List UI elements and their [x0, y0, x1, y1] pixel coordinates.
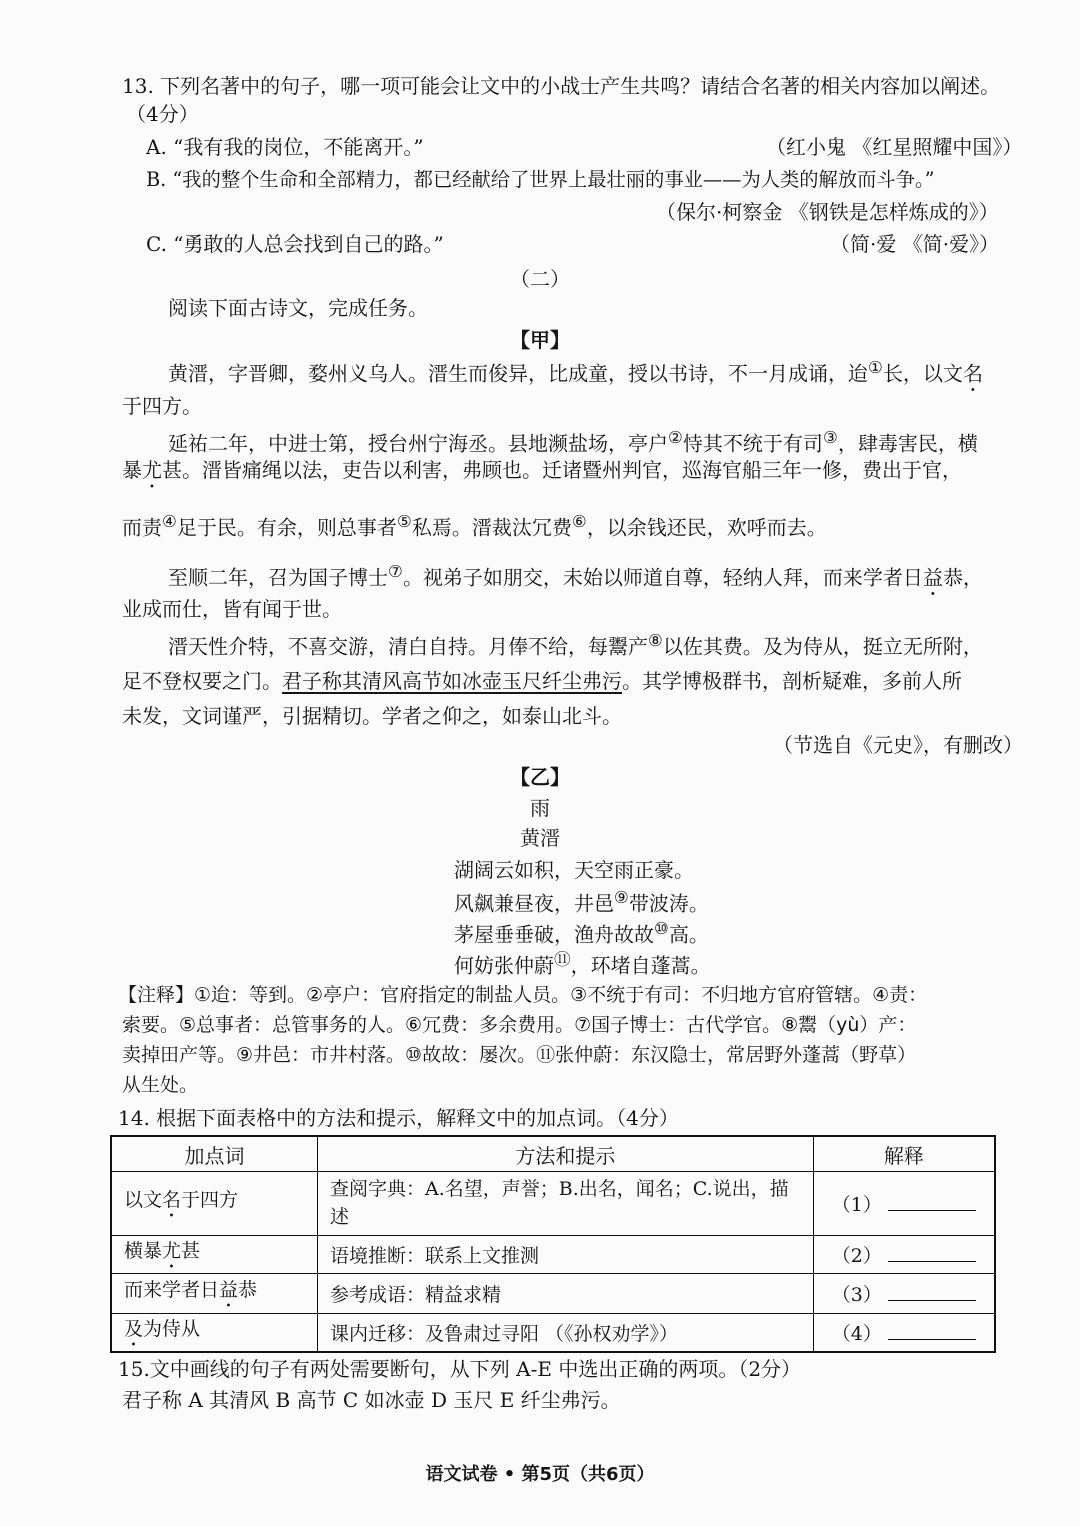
section-instruction: 阅读下面古诗文，完成任务。 [168, 296, 428, 320]
q13-option-b: B. “我的整个生命和全部精力，都已经献给了世界上最壮丽的事业——为人类的解放而斗争。” [146, 168, 935, 191]
answer-blank-4[interactable]: （4） [813, 1314, 995, 1353]
q13-option-b-source: （保尔·柯察金 《钢铁是怎样炼成的》） [656, 200, 999, 224]
dotted-word: 益 [219, 1279, 239, 1301]
dotted-word: 益 [922, 565, 943, 590]
row-hint: 参考成语：精益求精 [318, 1274, 814, 1314]
poem-author: 黄溍 [520, 826, 560, 850]
table-header-row [111, 1136, 995, 1172]
row-word: 横暴尤甚 [111, 1236, 318, 1274]
jia-p3-line2: 业成而仕，皆有闻于世。 [122, 597, 342, 621]
passage-jia-label: 【甲】 [510, 328, 570, 352]
jia-p2-line2: 暴尤甚。溍皆痛绳以法，吏告以利害，弗顾也。迁诸暨州判官，巡海官船三年一修，费出于官， [122, 458, 962, 482]
page-footer: 语文试卷 • 第5页（共6页） [425, 1464, 655, 1485]
jia-source: （节选自《元史》，有删改） [773, 733, 1023, 757]
notes-line-4: 从生处。 [122, 1074, 199, 1096]
q13-option-c: C. “勇敢的人总会找到自己的路。” [146, 232, 444, 256]
q15-stem: 15.文中画线的句子有两处需要断句，从下列 A-E 中选出正确的两项。（2分） [118, 1357, 802, 1381]
jia-p4-line1: 溍天性介特，不喜交游，清白自持。月俸不给，每鬻产⑧以佐其费。及为侍从，挺立无所附， [168, 631, 983, 659]
jia-p4-line2: 足不登权要之门。君子称其清风高节如冰壶玉尺纤尘弗污。其学博极群书，剖析疑难，多前人所 [122, 669, 962, 693]
footnote-mark: ① [868, 358, 883, 377]
q14-stem: 14. 根据下面表格中的方法和提示，解释文中的加点词。（4分） [118, 1106, 679, 1130]
jia-p2-line3: 而责④足于民。有余，则总事者⑤私焉。溍裁汰冗费⑥，以余钱还民，欢呼而去。 [122, 512, 827, 540]
jia-p2-line1: 延祐二年，中进士第，授台州宁海丞。县地濒盐场，亭户②恃其不统于有司③，肆毒害民，横 [168, 428, 978, 456]
underlined-sentence: 君子称其清风高节如冰壶玉尺纤尘弗污 [282, 669, 622, 693]
poem-line-4: 何妨张仲蔚⑪，环堵自蓬蒿。 [454, 950, 711, 978]
q15-sentence: 君子称 A 其清风 B 高节 C 如冰壶 D 玉尺 E 纤尘弗污。 [122, 1388, 621, 1412]
row-hint: 语境推断：联系上文推测 [318, 1236, 814, 1274]
dotted-word: 尤 [162, 1240, 182, 1262]
dotted-word: 名 [162, 1189, 182, 1211]
q13-stem: 13. 下列名著中的句子，哪一项可能会让文中的小战士产生共鸣？请结合名著的相关内容加以阐述。 [122, 74, 1001, 98]
notes-line-2: 索要。⑤总事者：总管事务的人。⑥冗费：多余费用。⑦国子博士：古代学官。⑧鬻（yù）产： [122, 1014, 917, 1036]
poem-line-3: 茅屋垂垂破，渔舟故故⑩高。 [454, 919, 709, 947]
table-row [111, 1314, 995, 1353]
table-row [111, 1236, 995, 1274]
row-hint: 查阅字典：A.名望，声誉；B.出名，闻名；C.说出，描述 [318, 1172, 814, 1236]
notes-line-3: 卖掉田产等。⑨井邑：市井村落。⑩故故：屡次。⑪张仲蔚：东汉隐士，常居野外蓬蒿（野草） [122, 1044, 917, 1066]
q13-option-a-source: （红小鬼 《红星照耀中国》） [766, 135, 1023, 159]
jia-p1-line1: 黄溍，字晋卿，婺州义乌人。溍生而俊异，比成童，授以书诗，不一月成诵，迨①长，以文名 [168, 358, 983, 386]
dotted-word: 尤 [142, 458, 162, 482]
table-row [111, 1172, 995, 1236]
dotted-word: 及 [124, 1318, 144, 1340]
jia-p1-line2: 于四方。 [122, 394, 202, 418]
answer-blank-2[interactable]: （2） [813, 1236, 995, 1274]
q13-score: （4分） [126, 102, 199, 126]
header-word: 加点词 [111, 1136, 318, 1172]
header-explain: 解释 [813, 1136, 995, 1172]
answer-blank-3[interactable]: （3） [813, 1274, 995, 1314]
dotted-word: 名 [962, 361, 983, 386]
answer-blank-1[interactable]: （1） [813, 1172, 995, 1236]
passage-yi-label: 【乙】 [510, 765, 570, 789]
table-row [111, 1274, 995, 1314]
row-hint: 课内迁移：及鲁肃过寻阳 （《孙权劝学》） [318, 1314, 814, 1353]
poem-line-2: 风飙兼昼夜，井邑⑨带波涛。 [454, 888, 709, 916]
row-word: 而来学者日益恭 [111, 1274, 318, 1314]
row-word: 及为侍从 [111, 1314, 318, 1353]
q13-option-a: A. “我有我的岗位，不能离开。” [146, 135, 424, 159]
notes-line-1: 【注释】①迨：等到。②亭户：官府指定的制盐人员。③不统于有司：不归地方官府管辖。④责： [118, 984, 928, 1006]
row-word: 以文名于四方 [111, 1172, 318, 1236]
section-heading: （二） [510, 267, 570, 291]
header-method: 方法和提示 [318, 1136, 814, 1172]
jia-p3-line1: 至顺二年，召为国子博士⑦。视弟子如朋交，未始以师道自尊，轻纳人拜，而来学者日益恭， [168, 562, 983, 590]
poem-title: 雨 [530, 796, 550, 820]
jia-p4-line3: 未发，文词谨严，引据精切。学者之仰之，如泰山北斗。 [122, 704, 622, 728]
q13-option-c-source: （简·爱 《简·爱》） [830, 232, 1000, 256]
q14-table [110, 1135, 996, 1353]
poem-line-1: 湖阔云如积，天空雨正豪。 [454, 858, 694, 882]
